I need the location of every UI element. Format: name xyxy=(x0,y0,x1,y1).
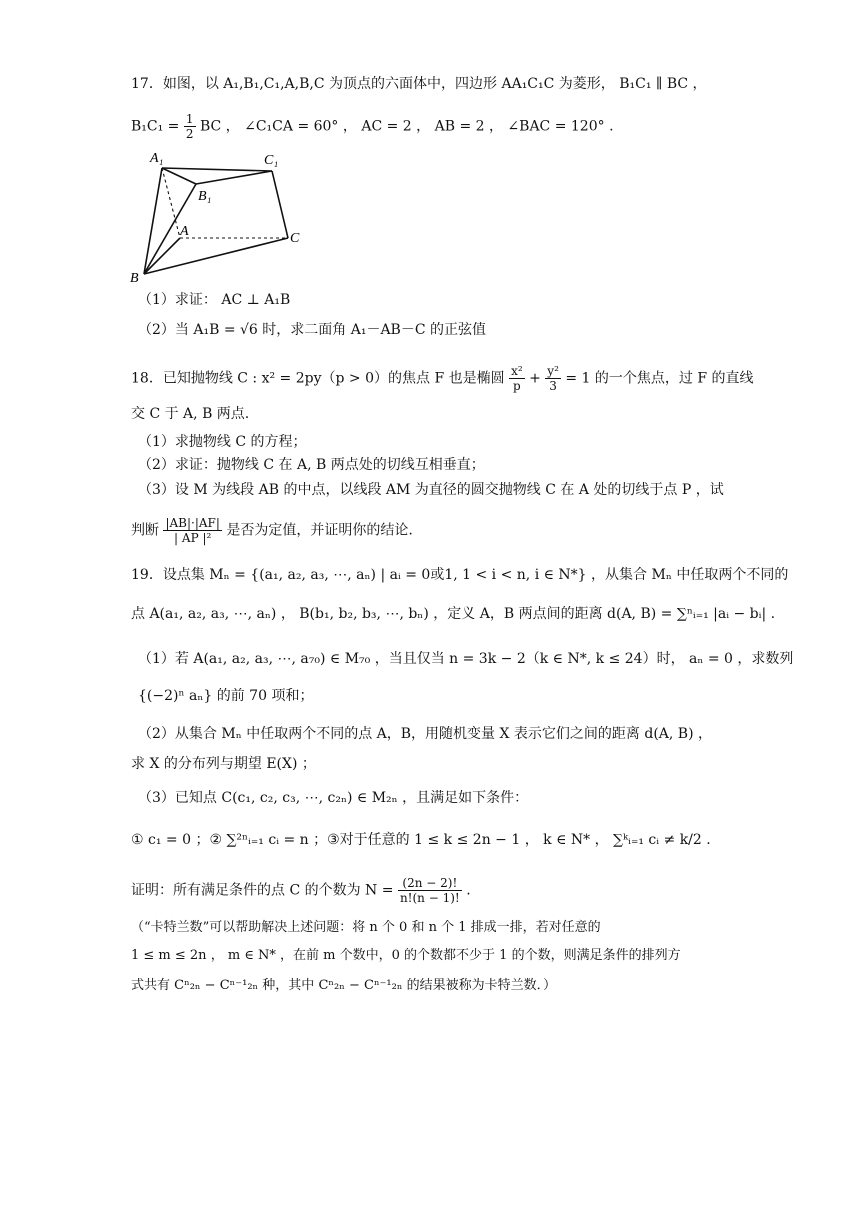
q19-proof xyxy=(131,876,471,905)
label-b1: B₁ xyxy=(198,189,212,204)
edge-bc xyxy=(144,238,288,274)
label-c: C xyxy=(290,231,300,246)
q19-part1b: {(−2)ⁿ aₙ} 的前 70 项和； xyxy=(138,688,314,704)
edge-c1c xyxy=(272,171,288,238)
edge-a1b1 xyxy=(162,168,196,184)
q17-frac-den: 2 xyxy=(185,127,194,141)
ellipse-x-num: x² xyxy=(511,364,523,378)
q18-ratio-fraction xyxy=(163,516,221,545)
edge-b1c1 xyxy=(196,171,272,184)
q19-note1: （“卡特兰数”可以帮助解决上述问题：将 n 个 0 和 n 个 1 排成一排，若对任意的 xyxy=(131,920,601,935)
ratio-den: | AP |² xyxy=(174,531,212,545)
q17-line2 xyxy=(131,112,614,141)
q19-proof-fraction xyxy=(398,876,462,905)
q18-line1-pre: 18．已知抛物线 C : x² = 2py（p > 0）的焦点 F 也是椭圆 xyxy=(131,370,505,387)
q19-part1a: （1）若 A(a₁, a₂, a₃, ⋯, a₇₀) ∈ M₇₀ ，当且仅当 n = 3k − 2（k ∈ N*, k ≤ 24）时， aₙ = 0 ，求数列 xyxy=(138,651,794,667)
label-b: B xyxy=(130,271,139,286)
label-c1: C₁ xyxy=(264,153,279,168)
q18-part3b-post: 是否为定值，并证明你的结论. xyxy=(226,522,413,539)
q19-part3b: ① c₁ = 0 ；② ∑²ⁿᵢ₌₁ cᵢ = n ；③对于任意的 1 ≤ k ≤ 2n − 1 ， k ∈ N* ， ∑ᵏᵢ₌₁ cᵢ ≠ k/2 . xyxy=(131,832,711,848)
label-a: A xyxy=(180,224,189,239)
q17-part2: （2）当 A₁B = √6 时，求二面角 A₁－AB－C 的正弦值 xyxy=(138,322,487,338)
ellipse-plus: + xyxy=(529,370,541,387)
q17-half-fraction xyxy=(184,112,196,141)
q19-note3: 式共有 Cⁿ₂ₙ − Cⁿ⁻¹₂ₙ 种，其中 Cⁿ₂ₙ − Cⁿ⁻¹₂ₙ 的结果被称为卡特兰数．） xyxy=(131,978,557,993)
q18-part3b xyxy=(131,516,413,545)
q18-part3: （3）设 M 为线段 AB 的中点，以线段 AM 为直径的圆交抛物线 C 在 A 处的切线于点 P ，试 xyxy=(138,482,724,498)
edge-a1c1 xyxy=(162,168,272,171)
q19-proof-post: . xyxy=(466,882,471,899)
q19-proof-pre: 证明：所有满足条件的点 C 的个数为 N = xyxy=(131,882,394,899)
q18-line2: 交 C 于 A, B 两点. xyxy=(131,406,250,422)
q19-part2a: （2）从集合 Mₙ 中任取两个不同的点 A，B，用随机变量 X 表示它们之间的距离 d(A, B) ， xyxy=(138,726,712,742)
q19-line2: 点 A(a₁, a₂, a₃, ⋯, aₙ) ， B(b₁, b₂, b₃, ⋯, bₙ) ，定义 A，B 两点间的距离 d(A, B) = ∑ⁿᵢ₌₁ |aᵢ − bᵢ| . xyxy=(131,606,776,622)
q19-part3a: （3）已知点 C(c₁, c₂, c₃, ⋯, c₂ₙ) ∈ M₂ₙ ，且满足如下条件： xyxy=(138,790,529,806)
q19-part2b: 求 X 的分布列与期望 E(X) ； xyxy=(131,756,316,772)
q18-line1 xyxy=(131,364,754,393)
ellipse-x-den: p xyxy=(513,379,521,393)
q18-line1-post: = 1 的一个焦点，过 F 的直线 xyxy=(565,370,754,387)
proof-num: (2n − 2)! xyxy=(398,876,462,891)
q18-ellipse-x-fraction xyxy=(509,364,525,393)
ratio-num: |AB|·|AF| xyxy=(165,516,220,530)
label-a1: A₁ xyxy=(150,151,164,166)
q17-line2-pre: B₁C₁ = xyxy=(131,118,184,135)
proof-den: n!(n − 1)! xyxy=(399,891,460,905)
q18-part3b-pre: 判断 xyxy=(131,522,159,539)
q17-frac-num: 1 xyxy=(185,112,194,126)
q19-line1: 19．设点集 Mₙ = {(a₁, a₂, a₃, ⋯, aₙ) | aᵢ = 0或1, 1 < i < n, i ∈ N*} ，从集合 Mₙ 中任取两个不同的 xyxy=(131,567,789,583)
q17-line2-post: BC ， ∠C₁CA = 60° ， AC = 2 ， AB = 2 ， ∠BAC = 120° . xyxy=(199,118,614,135)
q18-part2: （2）求证：抛物线 C 在 A, B 两点处的切线互相垂直； xyxy=(138,457,485,473)
ellipse-y-num: y² xyxy=(547,364,559,378)
q18-part1: （1）求抛物线 C 的方程； xyxy=(138,434,307,450)
ellipse-y-den: 3 xyxy=(549,379,557,393)
q19-note2: 1 ≤ m ≤ 2n ， m ∈ N* ，在前 m 个数中，0 的个数都不少于 1 的个数，则满足条件的排列方 xyxy=(131,948,681,963)
q17-line1: 17．如图，以 A₁,B₁,C₁,A,B,C 为顶点的六面体中，四边形 AA₁C₁C 为菱形， B₁C₁ ∥ BC ， xyxy=(131,76,707,92)
q18-ellipse-y-fraction xyxy=(545,364,561,393)
q17-part1: （1）求证： AC ⊥ A₁B xyxy=(138,292,291,308)
hexahedron-figure xyxy=(128,146,308,286)
